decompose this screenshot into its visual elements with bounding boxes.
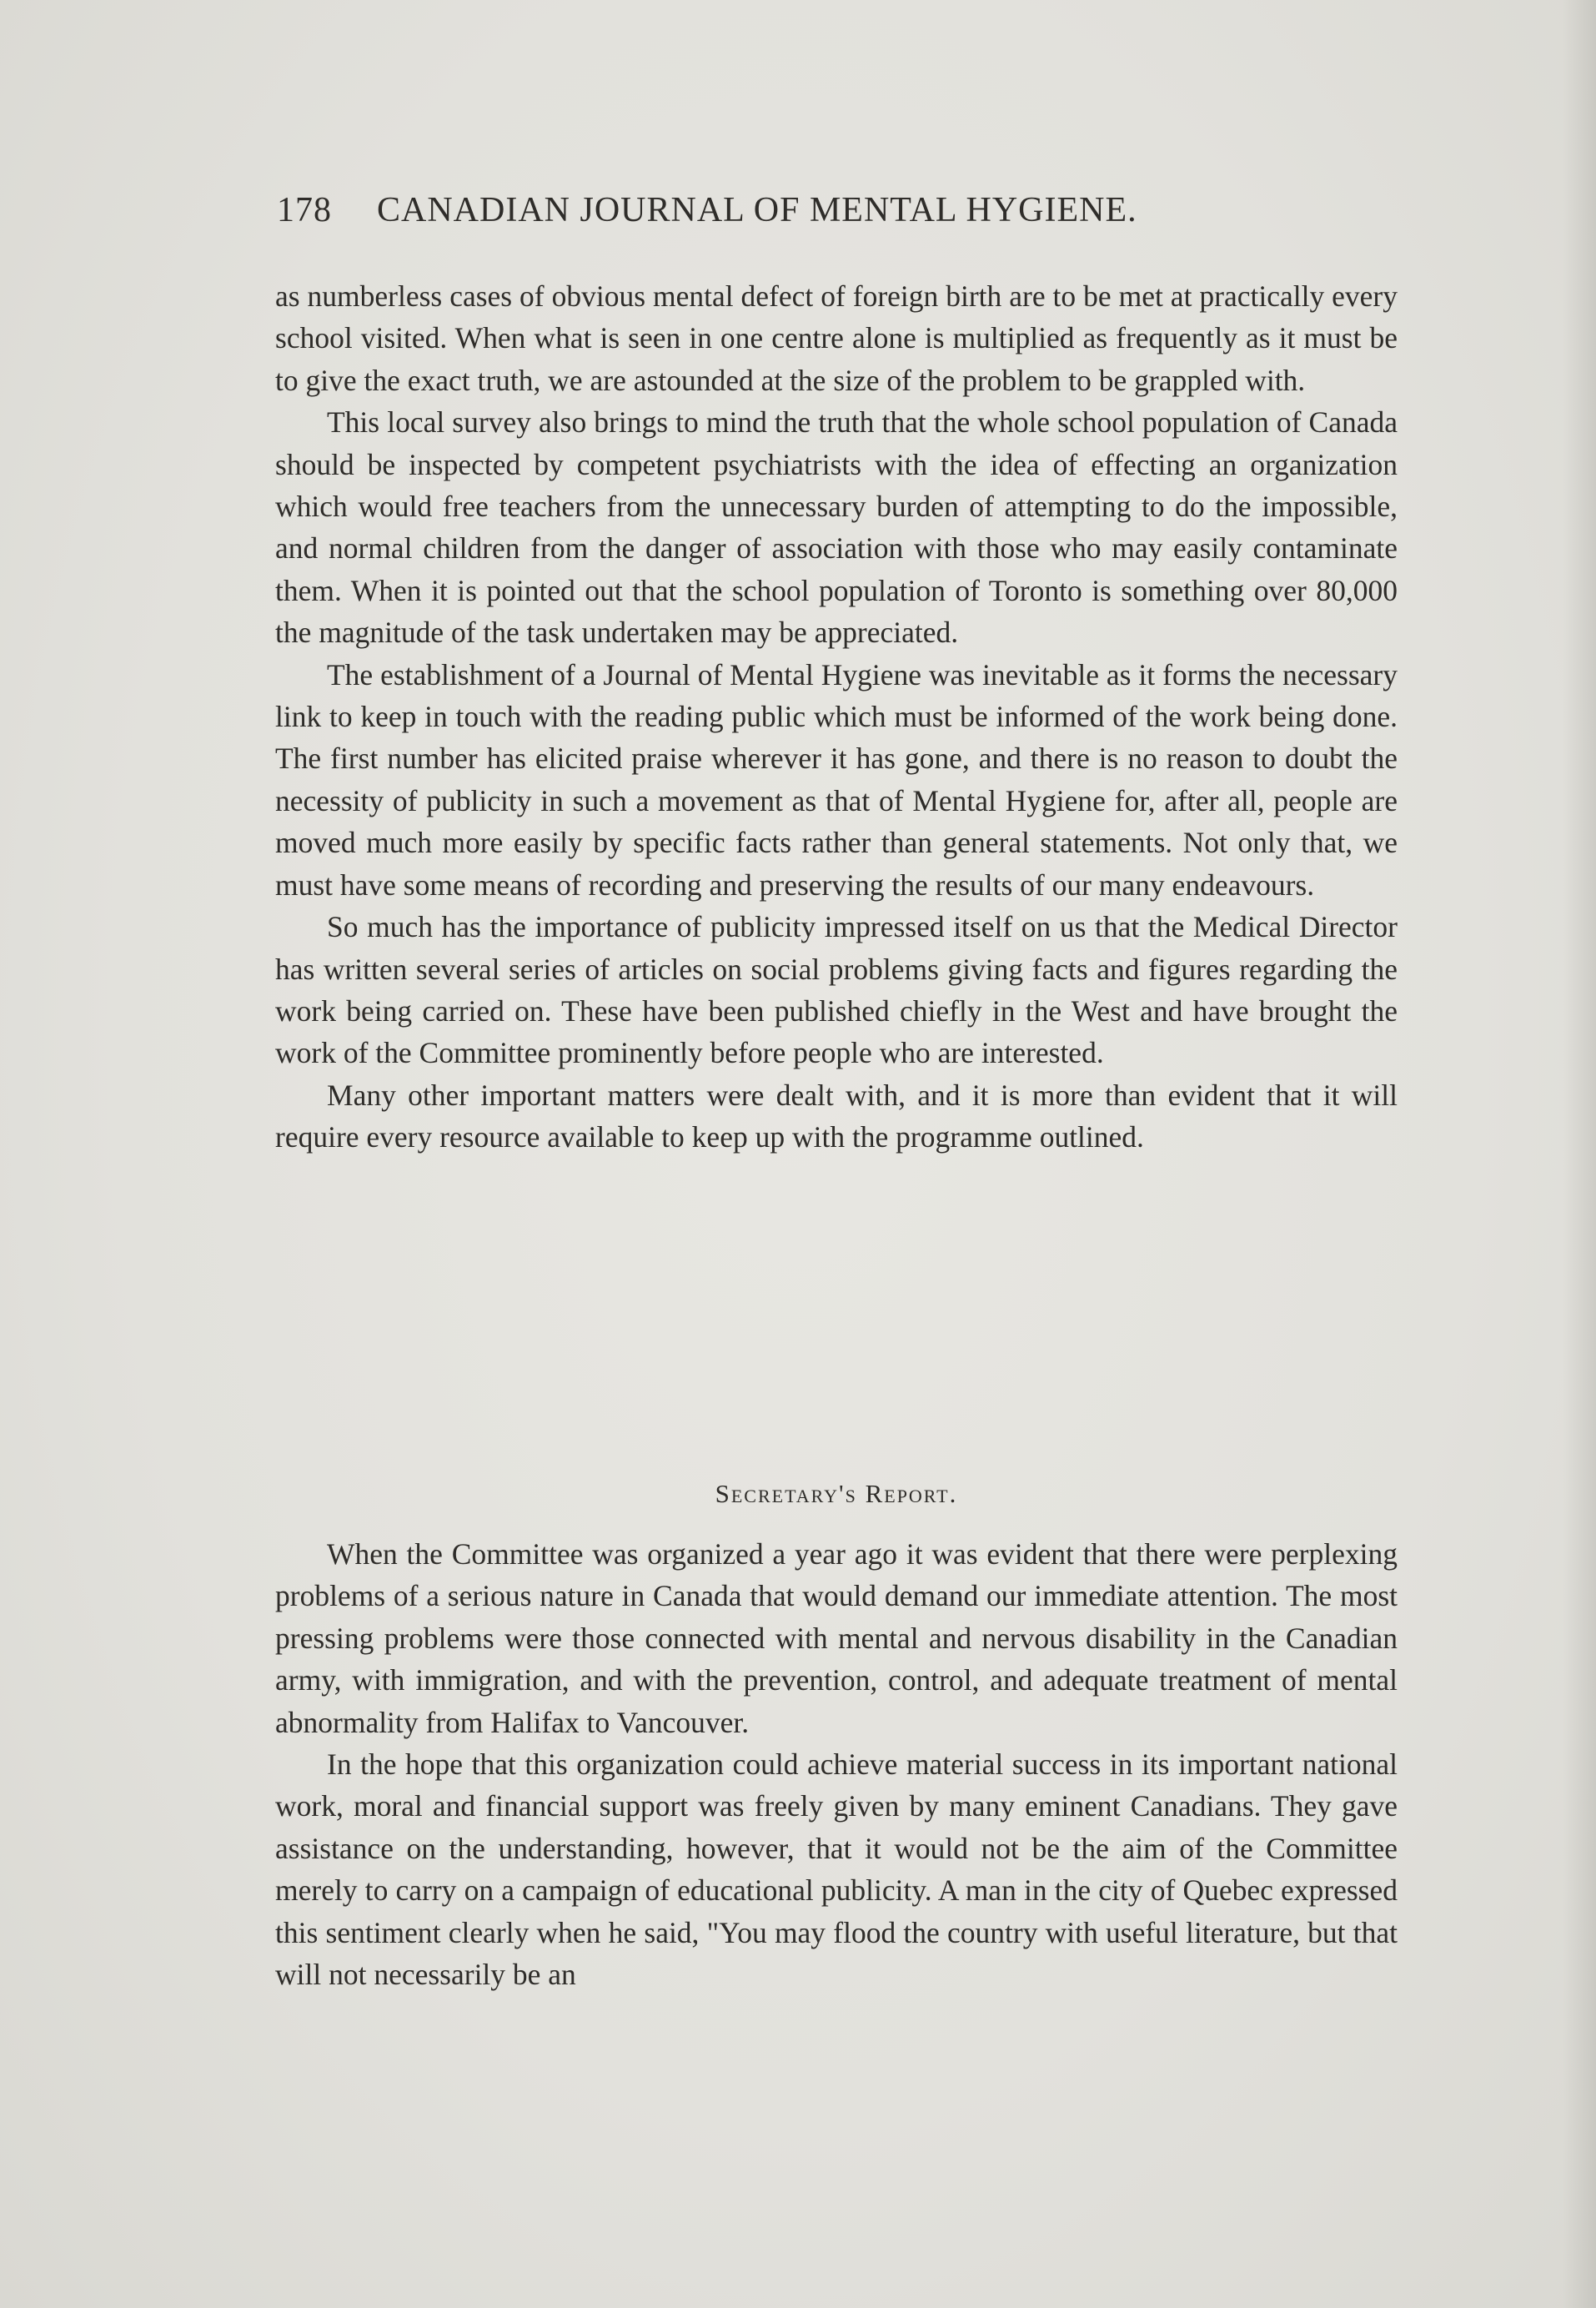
paragraph: Many other important matters were dealt with, and it is more than evident that it will require every resource available to keep up with the programme outlined. bbox=[275, 1078, 1398, 1154]
page-edge-shadow bbox=[1563, 0, 1596, 2308]
section-heading: Secretary's Report. bbox=[715, 1479, 958, 1508]
paragraph: When the Committee was organized a year ago it was evident that there were perplexing problems of a serious nature in Canada that would demand our immediate attention. The most pressing problems were those connected with mental and nervous disability in the Canadian army, with immigration, and with the prevention, control, and adequate treatment of mental abnormality from Halifax to Vancouver. bbox=[275, 1537, 1398, 1739]
paragraph: The establishment of a Journal of Mental Hygiene was inevitable as it forms the necessary link to keep in touch with the reading public which must be informed of the work being done. The first number has elicited praise wherever it has gone, and there is no reason to doubt the necessity of publicity in such a movement as that of Mental Hygiene for, after all, people are moved much more easily by specific facts rather than general statements. Not only that, we must have some means of recording and preserving the results of our many endeavours. bbox=[275, 657, 1398, 902]
paragraph: In the hope that this organization could achieve material success in its important national work, moral and financial support was freely given by many eminent Canadians. They gave assistance on the understanding, however, that it would not be the aim of the Committee merely to carry on a campaign of educational publicity. A man in the city of Quebec expressed this sentiment clearly when he said, "You may flood the country with useful literature, but that will not necessarily be an bbox=[275, 1747, 1398, 1992]
page-number: 178 bbox=[277, 191, 332, 229]
paragraph-continued: as numberless cases of obvious mental defect of foreign birth are to be met at practically every school visited. When what is seen in one centre alone is multiplied as frequently as it must be to give the exact truth, we are astounded at the size of the problem to be grappled with. bbox=[275, 279, 1398, 397]
running-header bbox=[277, 190, 1277, 230]
body-text-lower bbox=[275, 1533, 1398, 1995]
running-title: CANADIAN JOURNAL OF MENTAL HYGIENE. bbox=[377, 191, 1137, 229]
paragraph: This local survey also brings to mind the truth that the whole school population of Canada should be inspected by competent psychiatrists with the idea of effecting an organization which would free teachers from the unnecessary burden of attempting to do the impossible, and normal children from the danger of association with those who may easily contaminate them. When it is pointed out that the school population of Toronto is something over 80,000 the magnitude of the task undertaken may be appreciated. bbox=[275, 405, 1398, 650]
paragraph: So much has the importance of publicity impressed itself on us that the Medical Director has written several series of articles on social problems giving facts and figures regarding the work being carried on. These have been published chiefly in the West and have brought the work of the Committee prominently before people who are interested. bbox=[275, 910, 1398, 1070]
body-text-upper bbox=[275, 275, 1398, 1159]
